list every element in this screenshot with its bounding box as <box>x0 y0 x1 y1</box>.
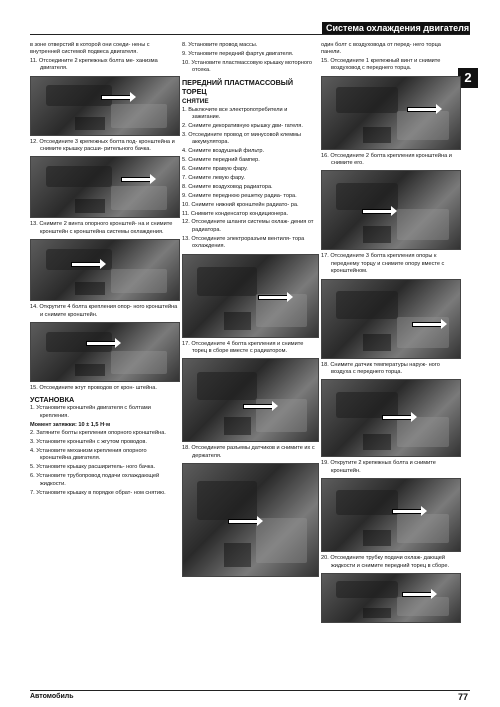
install-step-2: 2. Затяните болты крепления опорного кронштейна. <box>30 430 166 437</box>
install-step-4: 4. Установите механизм крепления опорного кронштейна двигателя. <box>30 448 147 462</box>
removal-step-13: 13. Отсоедините электроразъем вентиля- тора охлаждения. <box>182 235 305 250</box>
col3-step-15: 15. Отсоедините 1 крепежный винт и снимите воздуховод с переднего торца. <box>321 57 441 72</box>
col3-intro: один болт с воздуховода от перед- него торца панели. <box>321 42 441 56</box>
install-step-5: 5. Установите крышку расширитель- ного бачка. <box>30 464 156 471</box>
removal-step-11: 11. Снимите конденсатор кондиционера. <box>182 210 289 217</box>
chapter-tab-label: 2 <box>464 70 472 85</box>
photo-c3-15 <box>321 76 461 150</box>
removal-step-3: 3. Отсоедините провод от минусовой клеммы аккумулятора. <box>182 131 301 146</box>
section-title: ПЕРЕДНИЙ ПЛАСТМАССОВЫЙ ТОРЕЦ <box>182 77 293 96</box>
photo-17 <box>182 358 319 442</box>
photo-14 <box>30 322 180 382</box>
col3-step-18: 18. Снимите датчик температуры наруж- ного воздуха с переднего торца. <box>321 361 440 376</box>
chapter-tab <box>458 68 478 88</box>
col2-step-17: 17. Отсоедините 4 болта крепления и снимите торец в сборе вместе с радиатором. <box>182 340 304 354</box>
photo-c3-18 <box>321 379 461 457</box>
col2-step-9: 9. Установите передний фартук двигателя. <box>182 50 294 57</box>
install-step-3: 3. Установите кронштейн с жгутом проводов. <box>30 439 147 446</box>
photo-c3-19 <box>321 478 461 552</box>
col3-step-17: 17. Отсоедините 3 болта крепления опоры к переднему торцу и снимите опору вместе с кронштейном. <box>321 253 445 275</box>
photo-11 <box>30 76 180 136</box>
removal-step-1: 1. Выключите все электропотребители и зажигание. <box>182 106 288 121</box>
removal-step-5: 5. Снимите передний бампер. <box>182 157 260 164</box>
torque-spec: Момент затяжки: 10 ± 1,5 Н·м <box>30 421 111 428</box>
col1-intro: в зоне отверстий в которой они соеди- нены с внутренней системой подвеса двигателя. <box>30 42 150 56</box>
col3-step-16: 16. Отсоедините 2 болта крепления кронштейна и снимите его. <box>321 152 452 167</box>
column-1 <box>30 42 178 498</box>
col1-step-11: 11. Отсоедините 2 крепежных болта ме- ханизма двигателя. <box>30 57 158 72</box>
header-title: Система охлаждения двигателя <box>326 23 470 33</box>
photo-c3-17 <box>321 279 461 359</box>
col3-step-19: 19. Открутите 2 крепежных болта и снимите кронштейн. <box>321 460 436 474</box>
col1-step-15: 15. Отсоедините жгут проводов от крон- штейна. <box>30 385 157 392</box>
col1-step-12: 12. Отсоедините 3 крепежных болта под- кронштейна и снимите крышку расши- рительного бачка. <box>30 138 175 153</box>
install-step-6: 6. Установите трубопровод подачи охлаждающей жидкости. <box>30 473 160 487</box>
col1-step-14: 14. Открутите 4 болта крепления опор- ного кронштейна и снимите кронштейн. <box>30 304 178 318</box>
col3-step-20: 20. Отсоедините трубку подачи охлаж- дающей жидкости и снимите передний торец в сборе. <box>321 555 450 569</box>
header-rule <box>30 34 470 35</box>
col2-step-10: 10. Установите пластмассовую крышку моторного отсека. <box>182 59 312 74</box>
footer-publisher: Автомобиль <box>30 693 74 700</box>
col2-step-18: 18. Отсоедините разъемы датчиков и снимите их с держателя. <box>182 445 315 459</box>
col2-step-8: 8. Установите провод массы. <box>182 42 258 48</box>
removal-step-10: 10. Снимите нижний кронштейн радиато- ра. <box>182 201 299 208</box>
photo-radiator <box>182 254 319 338</box>
removal-step-4: 4. Снимите воздушный фильтр. <box>182 148 265 155</box>
removal-step-9: 9. Снимите переднюю решетку радиа- тора. <box>182 192 297 199</box>
photo-c3-20 <box>321 573 461 623</box>
column-2 <box>182 42 317 580</box>
photo-18 <box>182 463 319 577</box>
install-step-1: 1. Установите кронштейн двигателя с болтами крепления. <box>30 405 151 419</box>
photo-12 <box>30 156 180 218</box>
removal-step-7: 7. Снимите левую фару. <box>182 174 245 181</box>
install-step-7: 7. Установите крышку в порядке обрат- ном снятию. <box>30 489 166 496</box>
column-3 <box>321 42 459 626</box>
removal-step-6: 6. Снимите правую фару. <box>182 165 248 172</box>
page-number: 77 <box>457 692 468 702</box>
removal-step-12: 12. Отсоедините шланги системы охлаж- дения от радиатора. <box>182 219 314 233</box>
removal-step-2: 2. Снимите декоративную крышку дви- гателя. <box>182 122 303 129</box>
col1-step-13: 13. Снимите 2 винта опорного кронштей- на и снимите кронштейн с кронштейна системы охлаждения. <box>30 221 173 235</box>
removal-title: СНЯТИЕ <box>182 97 209 105</box>
install-title: УСТАНОВКА <box>30 395 75 405</box>
photo-13 <box>30 239 180 301</box>
photo-c3-16 <box>321 170 461 250</box>
removal-step-8: 8. Снимите воздуховод радиатора. <box>182 183 273 190</box>
footer-rule <box>30 690 470 691</box>
